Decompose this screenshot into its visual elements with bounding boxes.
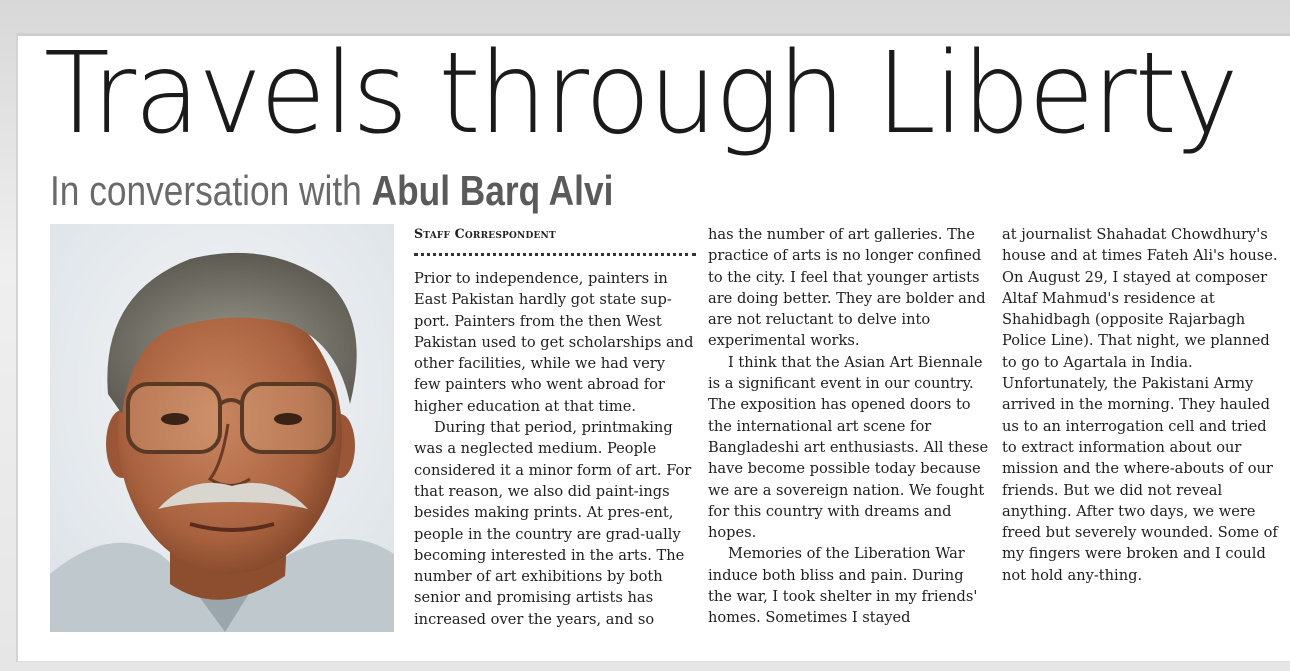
paragraph: During that period, printmaking was a neglected medium. People considered it a minor form of art. For that reason, we also did paint-ings besides making prints. At pres-ent, people in the country are grad-ually becoming interested in the arts. The number of art exhibitions by both senior and promising artists has increased over the years, and so — [414, 419, 692, 628]
paragraph: I think that the Asian Art Biennale is a significant event in our country. The exposition has opened doors to the international art scene for Bangladeshi art enthusiasts. All these have become possible today because we are a sovereign nation. We fought for this country with dreams and hopes. — [708, 353, 989, 542]
interviewee-name: Abul Barq Alvi — [371, 167, 614, 214]
byline-divider — [414, 253, 696, 256]
portrait-photo — [50, 224, 394, 632]
portrait-icon — [50, 224, 394, 632]
article-column-2 — [708, 224, 990, 629]
subheadline — [50, 167, 614, 214]
paragraph: has the number of art galleries. The practice of arts is no longer confined to the city. I feel that younger artists are doing better. They are bolder and are not reluctant to delve into experimental works. — [708, 226, 986, 350]
paragraph: Memories of the Liberation War induce both bliss and pain. During the war, I took shelter in my friends' homes. Sometimes I stayed — [708, 545, 978, 627]
headline: Travels through Liberty — [44, 29, 1237, 159]
article-column-1 — [414, 224, 696, 630]
article-column-3 — [1002, 224, 1284, 586]
paragraph: at journalist Shahadat Chowdhury's house and at times Fateh Ali's house. On August 29, I stayed at composer Altaf Mahmud's residence at Shahidbagh (opposite Rajarbagh Police Line). That night, we planned to go to Agartala in India. Unfortunately, the Pakistani Army arrived in the morning. They hauled us to an interrogation cell and tried to extract information about our mission and the where-abouts of our friends. But we did not reveal anything. After two days, we were freed but severely wounded. Some of my fingers were broken and I could not hold any-thing. — [1002, 226, 1278, 584]
subhead-prefix: In conversation with — [50, 167, 372, 214]
paragraph: Prior to independence, painters in East Pakistan hardly got state sup-port. Painters from the then West Pakistan used to get scholarships and other facilities, while we had very few painters who went abroad for higher education at that time. — [414, 270, 694, 415]
byline: Staff Correspondent — [414, 226, 556, 241]
